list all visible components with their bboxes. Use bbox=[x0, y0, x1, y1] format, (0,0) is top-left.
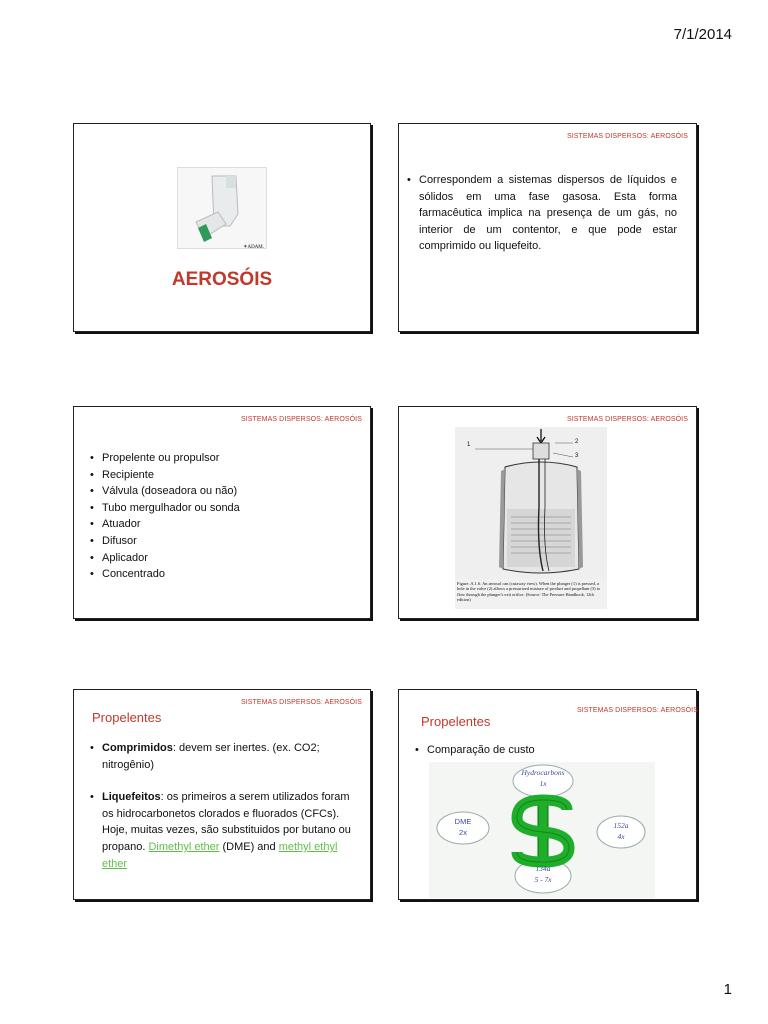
aerosol-can-icon bbox=[455, 427, 607, 579]
diagram-label: 2 bbox=[575, 439, 579, 445]
image-credit: ✶ADAM. bbox=[243, 245, 264, 250]
page-date: 7/1/2014 bbox=[673, 26, 732, 43]
components-list bbox=[88, 450, 348, 583]
methyl-ethyl-ether-link[interactable]: methyl ethyl ether bbox=[102, 840, 338, 870]
slide-2 bbox=[398, 123, 697, 332]
list-item: • Correspondem a sistemas dispersos de líquidos e sólidos em uma fase gasosa. Esta forma farmacêutica implica na presença de um gás, no interior de um contentor, e que pode estar comprimido ou liquefeito. bbox=[405, 172, 677, 255]
list-item: • Recipiente bbox=[88, 467, 348, 484]
figure-caption: Figure. A.1.6. An aerosol can (cutaway view). When the plunger (1) is pressed, a hole in the valve (2) allows a pressurized mixture of product and propellant (3) to flow through the plunger's exit orifice. (Source: The Pressure Handbook, 12th edition) bbox=[457, 581, 601, 603]
cost-comparison-diagram bbox=[429, 762, 655, 898]
bullet-list bbox=[405, 172, 677, 255]
list-item: • Atuador bbox=[88, 516, 348, 533]
slide-6-title: Propelentes bbox=[421, 714, 491, 729]
r134a-name: 134a bbox=[535, 864, 551, 873]
r134a-cost: 5 - 7x bbox=[534, 875, 552, 884]
slide-3 bbox=[73, 406, 371, 619]
slide-1 bbox=[73, 123, 371, 332]
inhaler-icon bbox=[178, 168, 266, 248]
list-item: • Aplicador bbox=[88, 550, 348, 567]
dme-name: DME bbox=[454, 817, 472, 826]
term-liquefied: Liquefeitos bbox=[102, 791, 161, 804]
propellant-list bbox=[88, 740, 354, 872]
aerosol-diagram bbox=[455, 427, 607, 609]
cost-list bbox=[413, 742, 673, 759]
slide-header: SISTEMAS DISPERSOS: AEROSÓIS bbox=[566, 416, 688, 423]
diagram-label: 3 bbox=[575, 453, 579, 459]
list-item: • Concentrado bbox=[88, 566, 348, 583]
dollar-sign-icon bbox=[517, 798, 569, 864]
hydrocarbons-cost: 1x bbox=[539, 779, 547, 788]
list-item: • Tubo mergulhador ou sonda bbox=[88, 500, 348, 517]
hydrocarbons-name: Hydrocarbons bbox=[521, 768, 565, 777]
slide-5 bbox=[73, 689, 371, 900]
slide-4 bbox=[398, 406, 697, 619]
list-item bbox=[88, 789, 354, 872]
r152a-cost: 4x bbox=[617, 832, 625, 841]
r152a-name: 152a bbox=[613, 821, 629, 830]
slide-1-title: AEROSÓIS bbox=[171, 269, 273, 290]
term-compressed: Comprimidos bbox=[102, 742, 173, 754]
page-number: 1 bbox=[723, 981, 732, 998]
slide-header: SISTEMAS DISPERSOS: AEROSÓIS bbox=[240, 416, 362, 423]
diagram-label: 1 bbox=[467, 442, 471, 448]
link-separator-text: (DME) and bbox=[219, 840, 279, 853]
list-item: • Válvula (doseadora ou não) bbox=[88, 483, 348, 500]
slide-header: SISTEMAS DISPERSOS: AEROSÓIS bbox=[576, 707, 698, 714]
term-liquefied-text: : os primeiros a serem utilizados foram os hidrocarbonetos clorados e fluorados (CFCs). Hoje, muitas vezes, são substituidos por butano ou propano. bbox=[102, 791, 351, 853]
slide-header: SISTEMAS DISPERSOS: AEROSÓIS bbox=[240, 699, 362, 706]
list-item: • Difusor bbox=[88, 533, 348, 550]
dimethyl-ether-link[interactable]: Dimethyl ether bbox=[148, 840, 220, 853]
dme-cost: 2x bbox=[459, 828, 467, 837]
slide-header: SISTEMAS DISPERSOS: AEROSÓIS bbox=[566, 133, 688, 140]
slide-6 bbox=[398, 689, 697, 900]
list-item: • Propelente ou propulsor bbox=[88, 450, 348, 467]
inhaler-image bbox=[177, 167, 267, 249]
slide-5-title: Propelentes bbox=[92, 710, 162, 725]
term-compressed-text: : devem ser inertes. (ex. CO2; nitrogênio) bbox=[102, 742, 320, 771]
list-item bbox=[88, 740, 354, 773]
list-item: • Comparação de custo bbox=[413, 742, 673, 759]
